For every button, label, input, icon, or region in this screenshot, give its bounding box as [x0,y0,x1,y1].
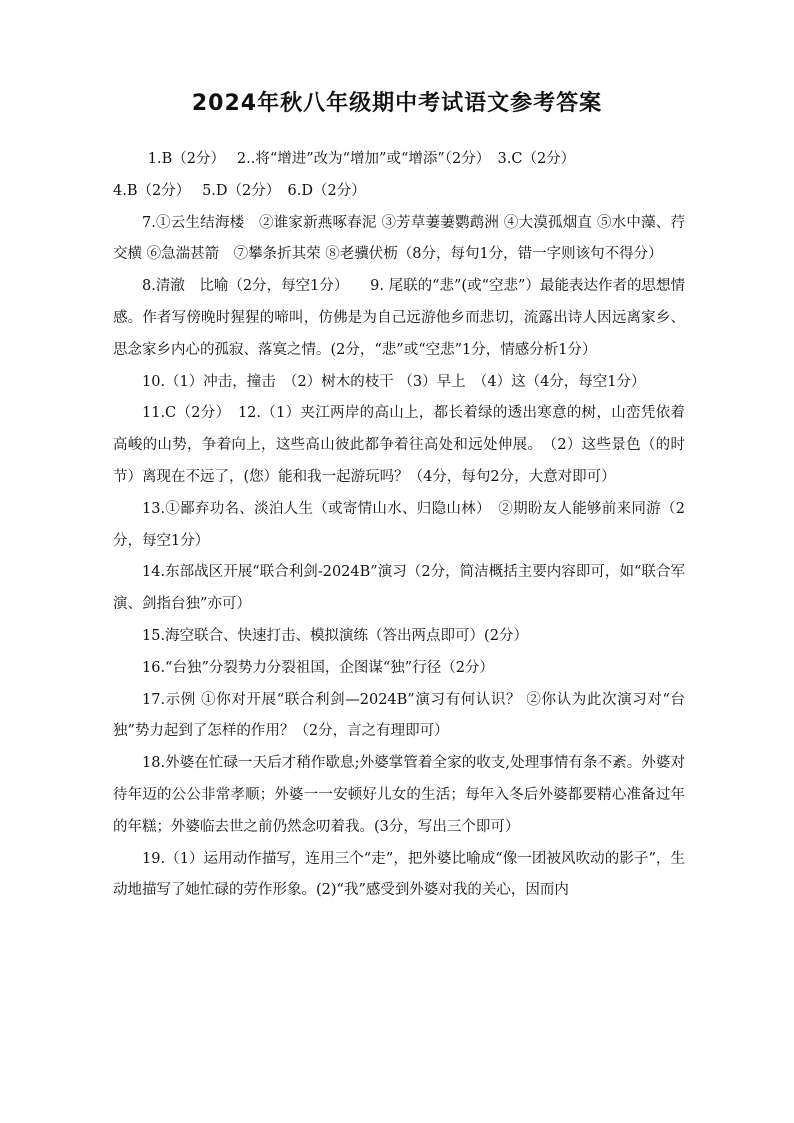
answer-q10: 10.（1）冲击，撞击 （2）树木的枝干 （3）早上 （4）这（4分，每空1分） [142,373,646,390]
answer-q14: 14.东部战区开展“联合利剑-2024B”演习（2分，简洁概括主要内容即可，如“联合军演、剑指台独”亦可） [113,564,685,613]
document-title: 2024年秋八年级期中考试语文参考答案 [191,91,603,116]
answer-body [113,144,685,907]
answer-q7: 7.①云生结海楼 ②谁家新燕啄春泥 ③芳草萋萋鹦鹉洲 ④大漠孤烟直 ⑤水中藻、荇交横 ⑥急湍甚箭 ⑦攀条折其荣 ⑧老骥伏枥（8分，每句1分，错一字则该句不得分） [113,214,685,263]
answer-q15: 15.海空联合、快速打击、模拟演练（答出两点即可）(2分） [142,627,528,644]
answer-q4-6: 4.B（2分） 5.D（2分） 6.D（2分） [113,182,366,199]
answer-q19: 19.（1）运用动作描写，连用三个“走”，把外婆比喻成“像一团被风吹动的影子”，生动地描写了她忙碌的劳作形象。(2)“我”感受到外婆对我的关心，因而内 [113,850,685,899]
answer-q11-12: 11.C（2分） 12.（1）夹江两岸的高山上，都长着绿的透出寒意的树，山峦凭依着高峻的山势，争着向上，这些高山彼此都争着往高处和远处伸展。 （2）这些景色（的时节）离现在不远了，(您）能和我一起游玩吗？（4分，每句2分，大意对即可） [113,405,685,485]
answer-q16: 16.“台独”分裂势力分裂祖国，企图谋“独”行径（2分） [142,659,494,676]
answer-q17: 17.示例 ①你对开展“联合利剑—2024B”演习有何认识？ ②你认为此次演习对“台独”势力起到了怎样的作用？（2分，言之有理即可） [113,691,685,740]
answer-q1-3: 1.B（2分） 2..将“增进”改为“增加”或“增添”（2分） 3.C（2分） [147,151,576,167]
answer-q18: 18.外婆在忙碌一天后才稍作歇息;外婆掌管着全家的收支,处理事情有条不紊。外婆对待年迈的公公非常孝顺；外婆一一安顿好儿女的生活；每年入冬后外婆都要精心准备过年的年糕；外婆临去世之前仍然念叨着我。(3分，写出三个即可） [113,755,685,835]
answer-q13: 13.①鄙弃功名、淡泊人生（或寄情山水、归隐山林） ②期盼友人能够前来同游（2分，每空1分） [113,500,685,549]
answer-q8-9: 8.清澈 比喻（2分，每空1分） 9. 尾联的“悲”(或“空悲”）最能表达作者的思想情感。作者写傍晚时猩猩的啼叫，仿佛是为自己远游他乡而悲切，流露出诗人因远离家乡、思念家乡内心的孤寂、落寞之情。(2分，“悲”或“空悲”1分，情感分析1分） [113,278,685,358]
